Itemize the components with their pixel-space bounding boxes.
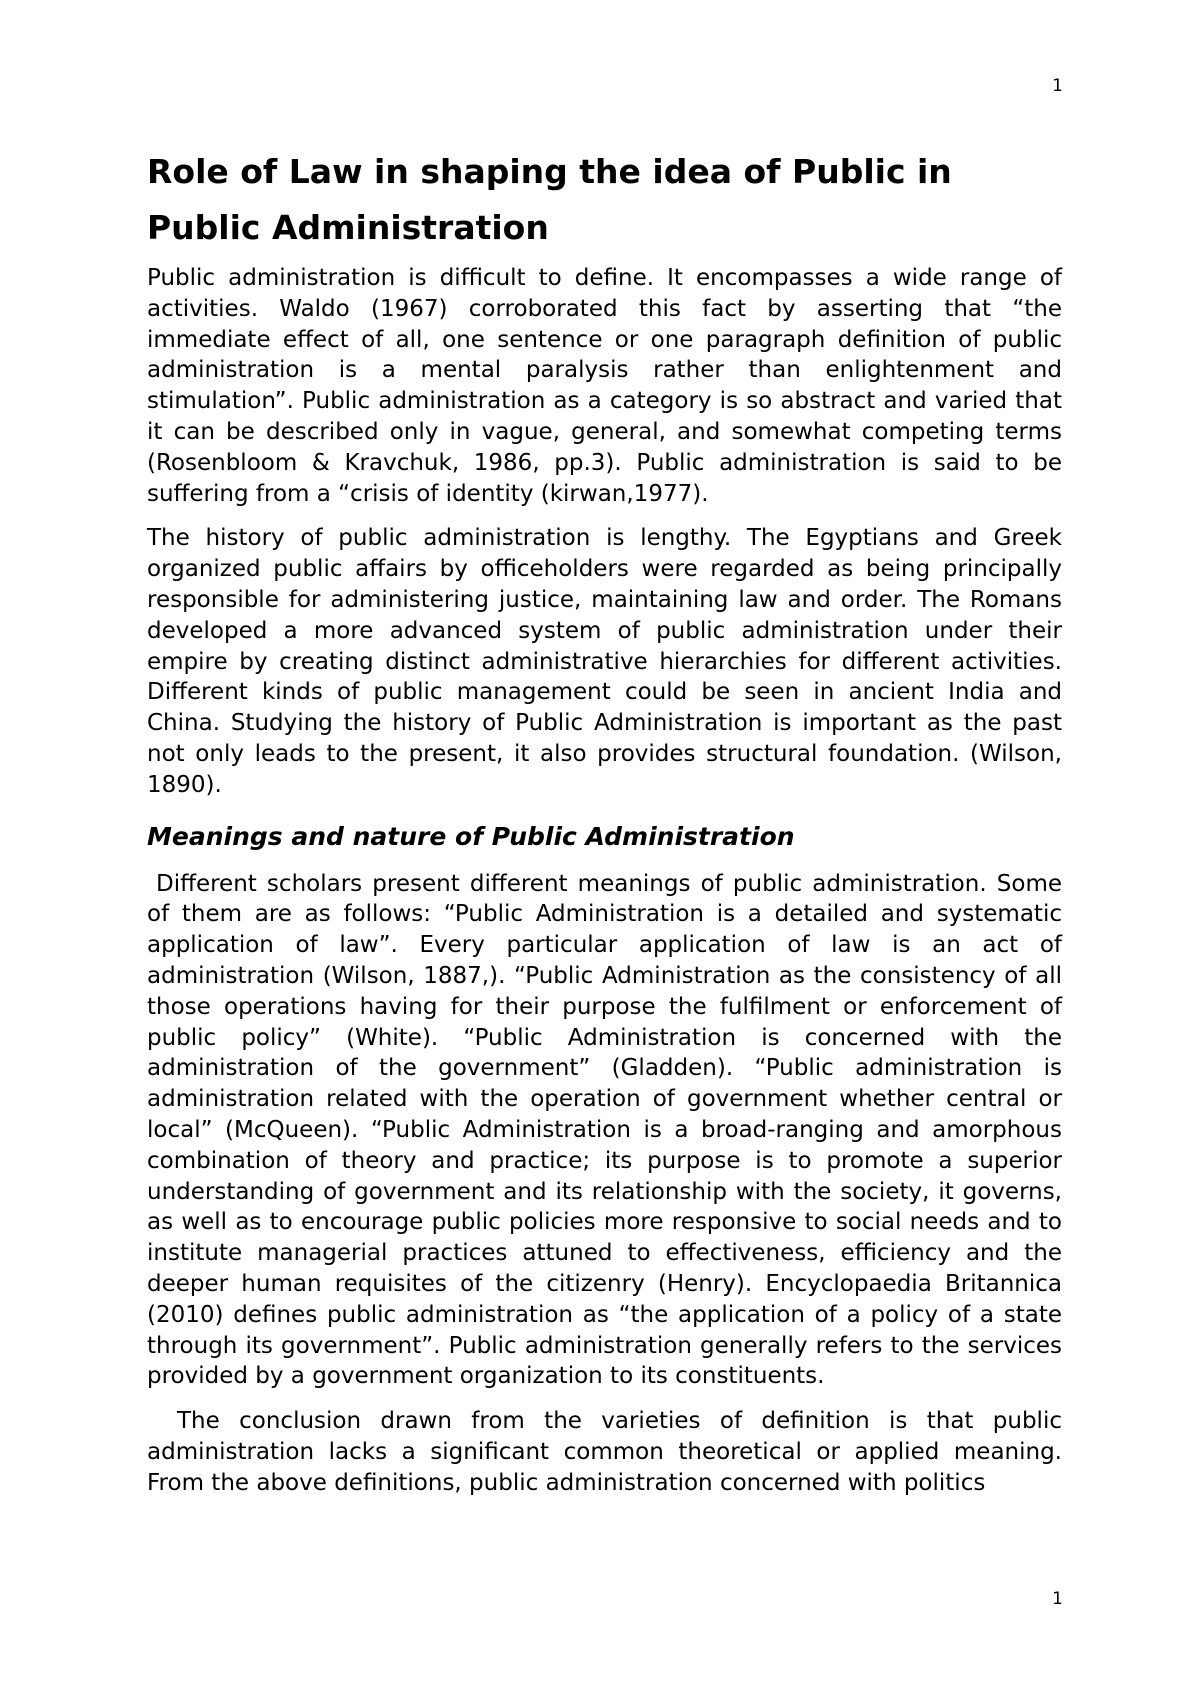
document-title: Role of Law in shaping the idea of Public in Public Administration [147, 152, 952, 247]
paragraph-conclusion: The conclusion drawn from the varieties of definition is that public administration lacks a significant common theoretical or applied meaning. From the above definitions, public administration concerned with politics [147, 1408, 1062, 1496]
footer-page-number: 1 [1052, 1589, 1063, 1609]
paragraph-history: The history of public administration is lengthy. The Egyptians and Greek organized public affairs by officeholders were regarded as being principally responsible for administering justice, maintaining law and order. The Romans developed a more advanced system of public administration under their empire by creating distinct administrative hierarchies for different activities. Different kinds of public management could be seen in ancient India and China. Studying the history of Public Administration is important as the past not only leads to the present, it also provides structural foundation. (Wilson, 1890). [147, 525, 1062, 798]
paragraph-definition: Public administration is difficult to define. It encompasses a wide range of activities. Waldo (1967) corroborated this fact by asserting that “the immediate effect of all, one sentence or one paragraph definition of public administration is a mental paralysis rather than enlightenment and stimulation”. Public administration as a category is so abstract and varied that it can be described only in vague, general, and somewhat competing terms (Rosenbloom & Kravchuk, 1986, pp.3). Public administration is said to be suffering from a “crisis of identity (kirwan,1977). [147, 265, 1062, 507]
document-body [147, 144, 1062, 1512]
section-heading: Meanings and nature of Public Administration [147, 821, 795, 851]
paragraph-meanings: Different scholars present different meanings of public administration. Some of them are as follows: “Public Administration is a detailed and systematic application of law”. Every particular application of law is an act of administration (Wilson, 1887,). “Public Administration as the consistency of all those operations having for their purpose the fulfilment or enforcement of public policy” (White). “Public Administration is concerned with the administration of the government” (Gladden). “Public administration is administration related with the operation of government whether central or local” (McQueen). “Public Administration is a broad-ranging and amorphous combination of theory and practice; its purpose is to promote a superior understanding of government and its relationship with the society, it governs, as well as to encourage public policies more responsive to social needs and to institute managerial practices attuned to effectiveness, efficiency and the deeper human requisites of the citizenry (Henry). Encyclopaedia Britannica (2010) defines public administration as “the application of a policy of a state through its government”. Public administration generally refers to the services provided by a government organization to its constituents. [147, 870, 1062, 1390]
header-page-number: 1 [1052, 76, 1063, 96]
